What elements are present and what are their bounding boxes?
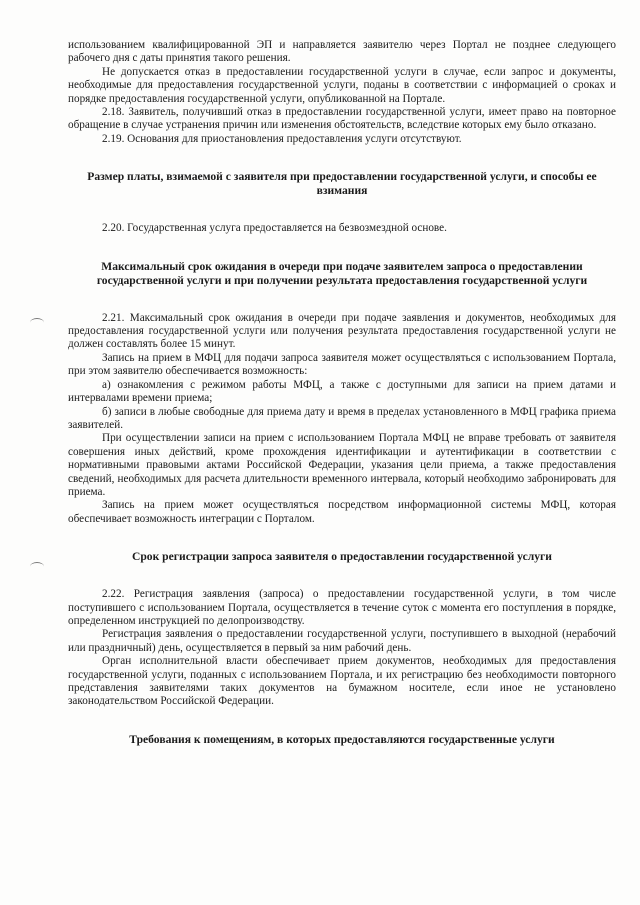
paragraph: использованием квалифицированной ЭП и направляется заявителю через Портал не позднее следующего рабочего дня с даты принятия такого решения. [68,39,616,65]
scan-artifact [30,318,44,327]
paragraph: Регистрация заявления о предоставлении государственной услуги, поступившего в выходной (нерабочий или праздничный) день, осуществляется в первый за ним рабочий день. [68,628,616,654]
section-heading: Требования к помещениям, в которых предоставляются государственные услуги [129,732,555,746]
paragraph: б) записи в любые свободные для приема дату и время в пределах установленного в МФЦ графика приема заявителей. [68,405,616,431]
paragraph: 2.21. Максимальный срок ожидания в очереди при подаче заявления и документов, необходимых для предоставления государственной услуги или получения результата предоставления государственной услуги не должен составлять более 15 минут. [68,311,616,351]
paragraph: 2.19. Основания для приостановления предоставления услуги отсутствуют. [102,132,462,145]
paragraph: 2.22. Регистрация заявления (запроса) о предоставлении государственной услуги, в том числе поступившего с использованием Портала, осуществляется в течение суток с момента его поступления в порядке, определенном инструкцией по делопроизводству. [68,588,616,627]
scan-artifact [30,562,44,571]
paragraph: а) ознакомления с режимом работы МФЦ, а также с доступными для записи на прием датами и интервалами времени приема; [68,378,616,405]
section-heading: Максимальный срок ожидания в очереди при подаче заявителем запроса о предоставлении государственной услуги и при получении результата предоставления государственной услуги [96,259,588,287]
paragraph: Орган исполнительной власти обеспечивает прием документов, необходимых для предоставления государственной услуги, поданных с использованием Портала, и их регистрацию без необходимости повторного представления заявителями таких документов на бумажном носителе, если иное не установлено законодательством Российской Федерации. [68,655,616,708]
paragraph: 2.20. Государственная услуга предоставляется на безвозмездной основе. [102,222,447,235]
document-body [68,39,616,747]
paragraph: 2.18. Заявитель, получивший отказ в предоставлении государственной услуги, имеет право на повторное обращение в случае устранения причин или изменения обстоятельств, вследствие которых ему было отказано. [68,106,616,132]
paragraph: Запись на прием может осуществляться посредством информационной системы МФЦ, которая обеспечивает возможность интеграции с Порталом. [68,499,616,525]
paragraph: При осуществлении записи на прием с использованием Портала МФЦ не вправе требовать от заявителя совершения иных действий, кроме прохождения идентификации и аутентификации в соответствии с нормативными правовыми актами Российской Федерации, указания цели приема, а также предоставления сведений, необходимых для расчета длительности временного интервала, который необходимо забронировать для приема. [68,432,616,498]
paragraph: Не допускается отказ в предоставлении государственной услуги в случае, если запрос и документы, необходимые для предоставления государственной услуги, поданы в соответствии с информацией о сроках и порядке предоставления государственной услуги, опубликованной на Портале. [68,65,616,105]
paragraph: Запись на прием в МФЦ для подачи запроса заявителя может осуществляться с использованием Портала, при этом заявителю обеспечивается возможность: [68,351,616,378]
section-heading: Размер платы, взимаемой с заявителя при предоставлении государственной услуги, и способы ее взимания [87,170,597,198]
section-heading: Срок регистрации запроса заявителя о предоставлении государственной услуги [131,550,552,564]
